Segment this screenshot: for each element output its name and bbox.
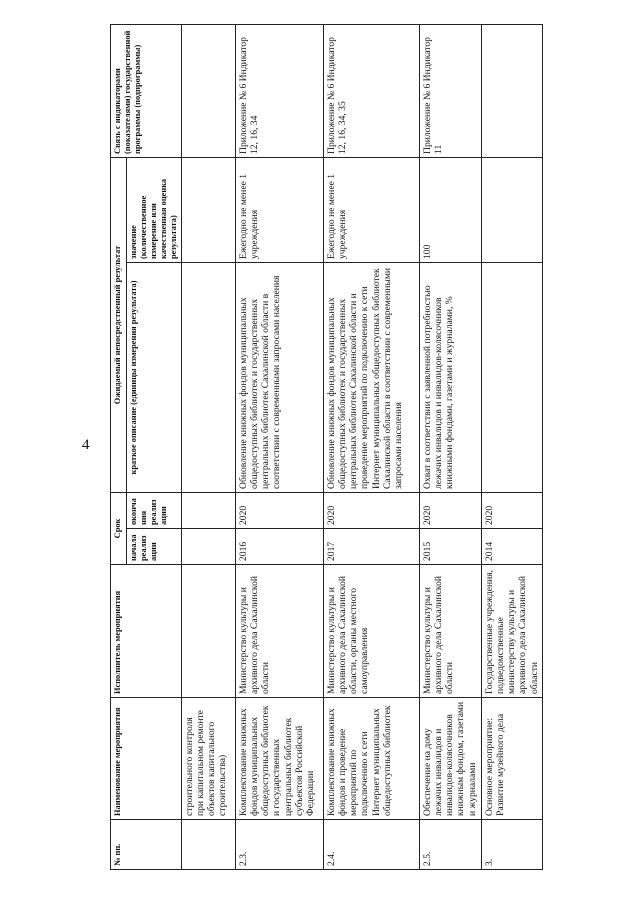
cell-start	[181, 529, 235, 565]
table-row	[323, 24, 419, 869]
cell-no: 3.	[481, 820, 543, 870]
cell-end: 2020	[419, 492, 481, 528]
cell-executor: Министерство культуры и архивного дела Сахалинской области, органы местного самоуправления	[323, 565, 419, 698]
cell-no: 2.4.	[323, 820, 419, 870]
cell-start: 2014	[481, 529, 543, 565]
cell-desc: Обновление книжных фондов муниципальных общедоступных библиотек и государственных центральных библиотек Сахалинской области и проведение мероприятий по подключению к сети Интернет муниципальных общедоступных библиотек Сахалинской области в соответствии с современными запросами населения	[323, 262, 419, 492]
cell-start: 2016	[235, 529, 323, 565]
table-row	[481, 24, 543, 869]
cell-link: Приложение № 6 Индикатор 12, 16, 34	[235, 24, 323, 157]
cell-desc	[181, 262, 235, 492]
header-term: Срок	[111, 492, 127, 564]
header-link: Связь с индикаторами (показателями) государственной программы (подпрограммы)	[111, 24, 182, 157]
cell-no: 2.3.	[235, 820, 323, 870]
cell-executor: Министерство культуры и архивного дела Сахалинской области	[235, 565, 323, 698]
cell-end: 2020	[323, 492, 419, 528]
header-term-end: окончания реализации	[127, 492, 182, 528]
table-row	[235, 24, 323, 869]
cell-end	[181, 492, 235, 528]
cell-name: строительного контроля при капитальном ремонте объектов капитального строительства)	[181, 698, 235, 820]
cell-link: Приложение № 6 Индикатор 12, 16, 34, 35	[323, 24, 419, 157]
header-result-desc: краткое описание (единицы измерения результата)	[127, 262, 182, 492]
cell-name: Обеспечение на дому лежачих инвалидов и инвалидов-колясочников книжным фондом, газетами и журналами	[419, 698, 481, 820]
header-result-value: значение (количественное измерение или качественная оценка результата)	[127, 157, 182, 262]
rotated-table-container	[110, 25, 540, 870]
cell-name: Комплектование книжных фондов муниципальных общедоступных библиотек и государственных центральных библиотек субъектов Российской Федерации	[235, 698, 323, 820]
header-executor: Исполнитель мероприятия	[111, 565, 182, 698]
cell-executor	[181, 565, 235, 698]
header-no: № пп.	[111, 820, 182, 870]
page-number: 4	[82, 437, 90, 453]
cell-desc: Обновление книжных фондов муниципальных общедоступных библиотек и государственных центральных библиотек Сахалинской области в соответствии с современными запросами населения	[235, 262, 323, 492]
cell-executor: Государственные учреждения, подведомственные министерству культуры и архивного дела Сахалинской области	[481, 565, 543, 698]
header-result: Ожидаемый непосредственный результат	[111, 157, 127, 492]
cell-value	[181, 157, 235, 262]
cell-no: 2.5.	[419, 820, 481, 870]
cell-value: Ежегодно не менее 1 учреждения	[235, 157, 323, 262]
table-row	[181, 24, 235, 869]
cell-executor: Министерство культуры и архивного дела Сахалинской области	[419, 565, 481, 698]
cell-link	[481, 24, 543, 157]
cell-value: 100	[419, 157, 481, 262]
cell-desc	[481, 262, 543, 492]
header-term-start: начала реализации	[127, 529, 182, 565]
header-name: Наименование мероприятия	[111, 698, 182, 820]
cell-value	[481, 157, 543, 262]
cell-name: Основное мероприятие: Развитие музейного дела	[481, 698, 543, 820]
cell-name: Комплектование книжных фондов и проведение мероприятий по подключению к сети Интернет муниципальных общедоступных библиотек	[323, 698, 419, 820]
cell-desc: Охват в соответствии с заявленной потребностью лежачих инвалидов и инвалидов-колясочников книжными фондами, газетами и журналами, %	[419, 262, 481, 492]
cell-link: Приложение № 6 Индикатор 11	[419, 24, 481, 157]
measures-table	[110, 24, 543, 870]
cell-link	[181, 24, 235, 157]
cell-start: 2015	[419, 529, 481, 565]
cell-value: Ежегодно не менее 1 учреждения	[323, 157, 419, 262]
cell-start: 2017	[323, 529, 419, 565]
cell-end: 2020	[235, 492, 323, 528]
header-row-1	[111, 24, 127, 869]
table-row	[419, 24, 481, 869]
cell-no	[181, 820, 235, 870]
cell-end: 2020	[481, 492, 543, 528]
